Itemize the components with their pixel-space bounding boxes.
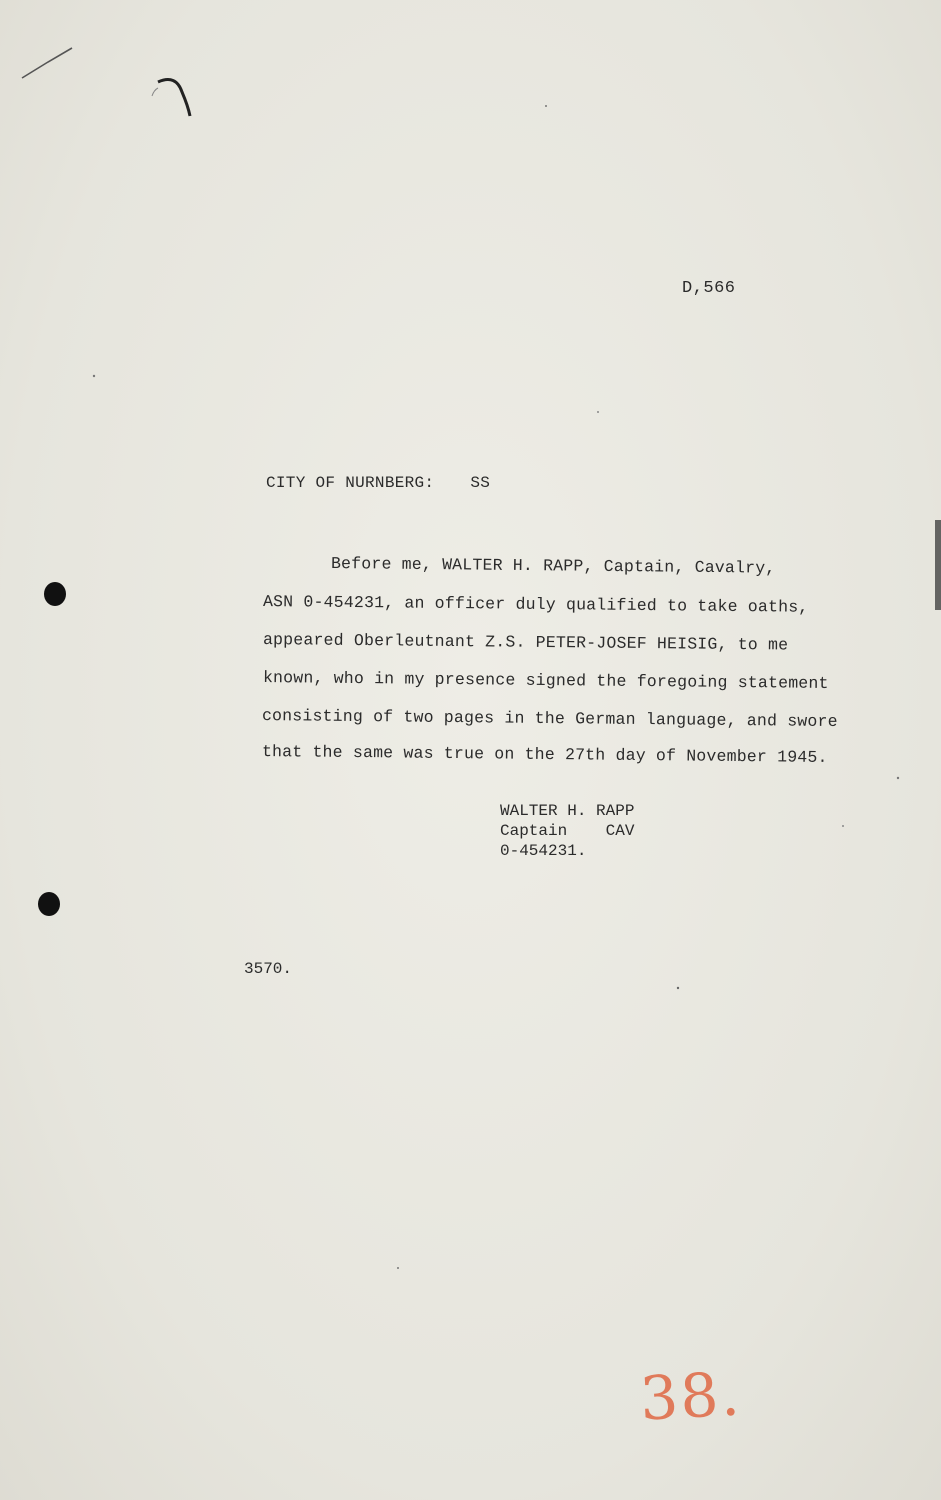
body-line-1: Before me, WALTER H. RAPP, Captain, Cavalry, xyxy=(330,554,776,578)
body-line-6: that the same was true on the 27th day of November 1945. xyxy=(261,742,828,767)
body-line-4: known, who in my presence signed the foregoing statement xyxy=(262,668,829,693)
venue-ss: SS xyxy=(470,474,491,492)
signature-serial: 0-454231. xyxy=(500,842,587,860)
page-code: 3570. xyxy=(244,960,293,978)
body-line-3: appeared Oberleutnant Z.S. PETER-JOSEF HEISIG, to me xyxy=(262,630,789,655)
signature-name: WALTER H. RAPP xyxy=(500,802,635,820)
body-line-2: ASN 0-454231, an officer duly qualified to take oaths, xyxy=(262,592,809,617)
venue-city: CITY OF NURNBERG: xyxy=(266,474,435,492)
body-line-5: consisting of two pages in the German language, and swore xyxy=(261,706,838,732)
document-number: D,566 xyxy=(682,279,736,298)
signature-rank: Captain CAV xyxy=(500,822,635,840)
handwritten-page-number: 38. xyxy=(638,1359,744,1435)
